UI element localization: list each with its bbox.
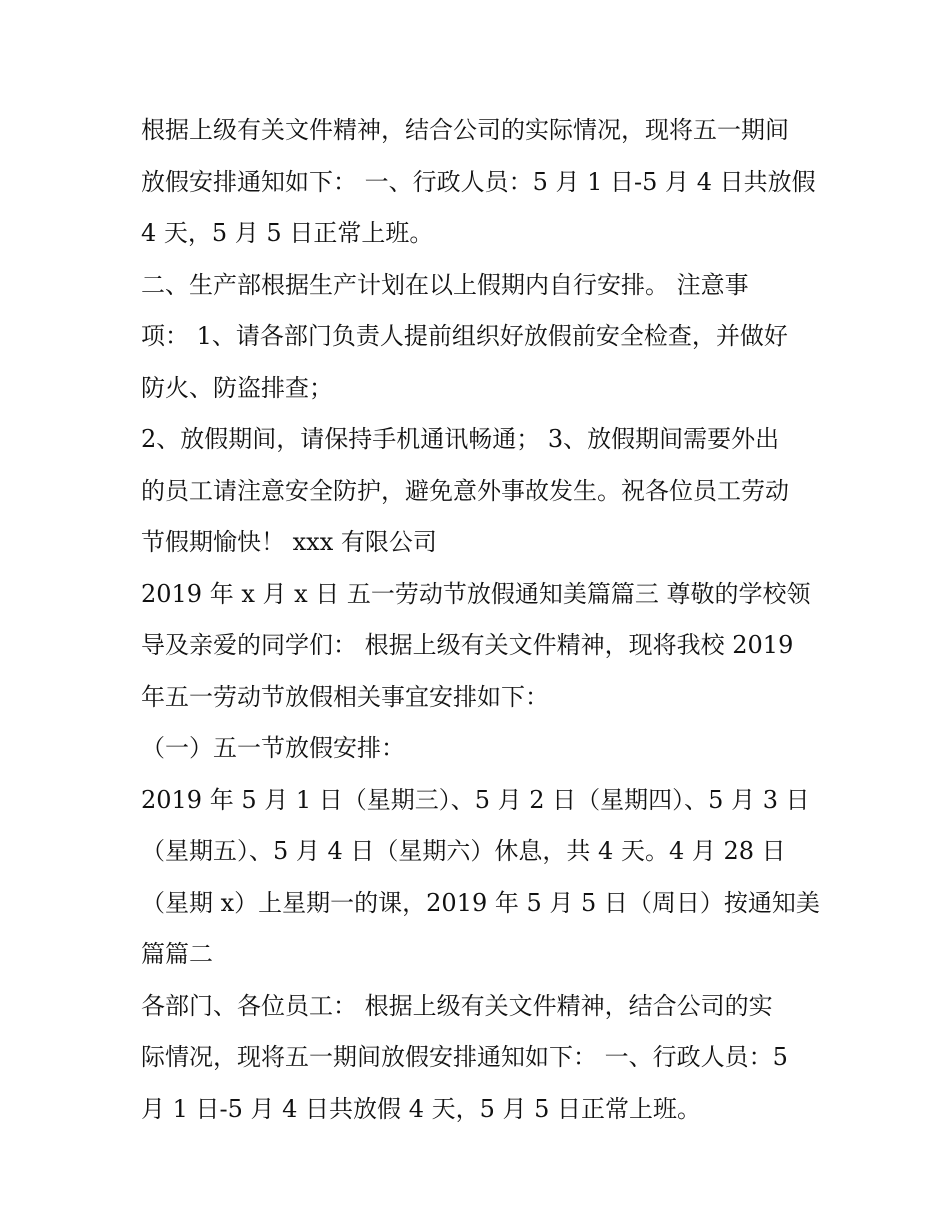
text-line: （星期五）、5 月 4 日（星期六）休息，共 4 天。4 月 28 日 <box>141 837 786 865</box>
text-line: 放假安排通知如下： 一、行政人员：5 月 1 日-5 月 4 日共放假 <box>141 167 816 196</box>
text-line: 各部门、各位员工： 根据上级有关文件精神，结合公司的实 <box>141 991 773 1020</box>
text-line: 月 1 日-5 月 4 日共放假 4 天，5 月 5 日正常上班。 <box>141 1094 702 1123</box>
text-line: 2019 年 5 月 1 日（星期三）、5 月 2 日（星期四）、5 月 3 日 <box>141 785 810 814</box>
text-line: （一）五一节放假安排： <box>141 734 405 762</box>
text-line: 根据上级有关文件精神，结合公司的实际情况，现将五一期间 <box>141 116 789 144</box>
text-line: 篇篇二 <box>141 940 213 968</box>
text-line: 年五一劳动节放假相关事宜安排如下： <box>141 682 549 711</box>
text-line: 二、生产部根据生产计划在以上假期内自行安排。 注意事 <box>141 270 749 299</box>
text-line: 2019 年 x 月 x 日 五一劳动节放假通知美篇篇三 尊敬的学校领 <box>141 579 811 608</box>
text-line: 节假期愉快！ xxx 有限公司 <box>141 528 437 556</box>
text-line: 导及亲爱的同学们： 根据上级有关文件精神，现将我校 2019 <box>141 631 794 659</box>
document-body <box>141 105 821 1135</box>
text-line: 4 天，5 月 5 日正常上班。 <box>141 219 434 247</box>
text-line: 防火、防盗排查； <box>141 373 333 402</box>
text-line: （星期 x）上星期一的课，2019 年 5 月 5 日（周日）按通知美 <box>141 888 820 917</box>
text-line: 2、放假期间，请保持手机通讯畅通； 3、放假期间需要外出 <box>141 425 780 453</box>
text-line: 项： 1、请各部门负责人提前组织好放假前安全检查，并做好 <box>141 322 788 350</box>
text-line: 的员工请注意安全防护，避免意外事故发生。祝各位员工劳动 <box>141 476 789 505</box>
text-line: 际情况，现将五一期间放假安排通知如下： 一、行政人员：5 <box>141 1043 788 1071</box>
